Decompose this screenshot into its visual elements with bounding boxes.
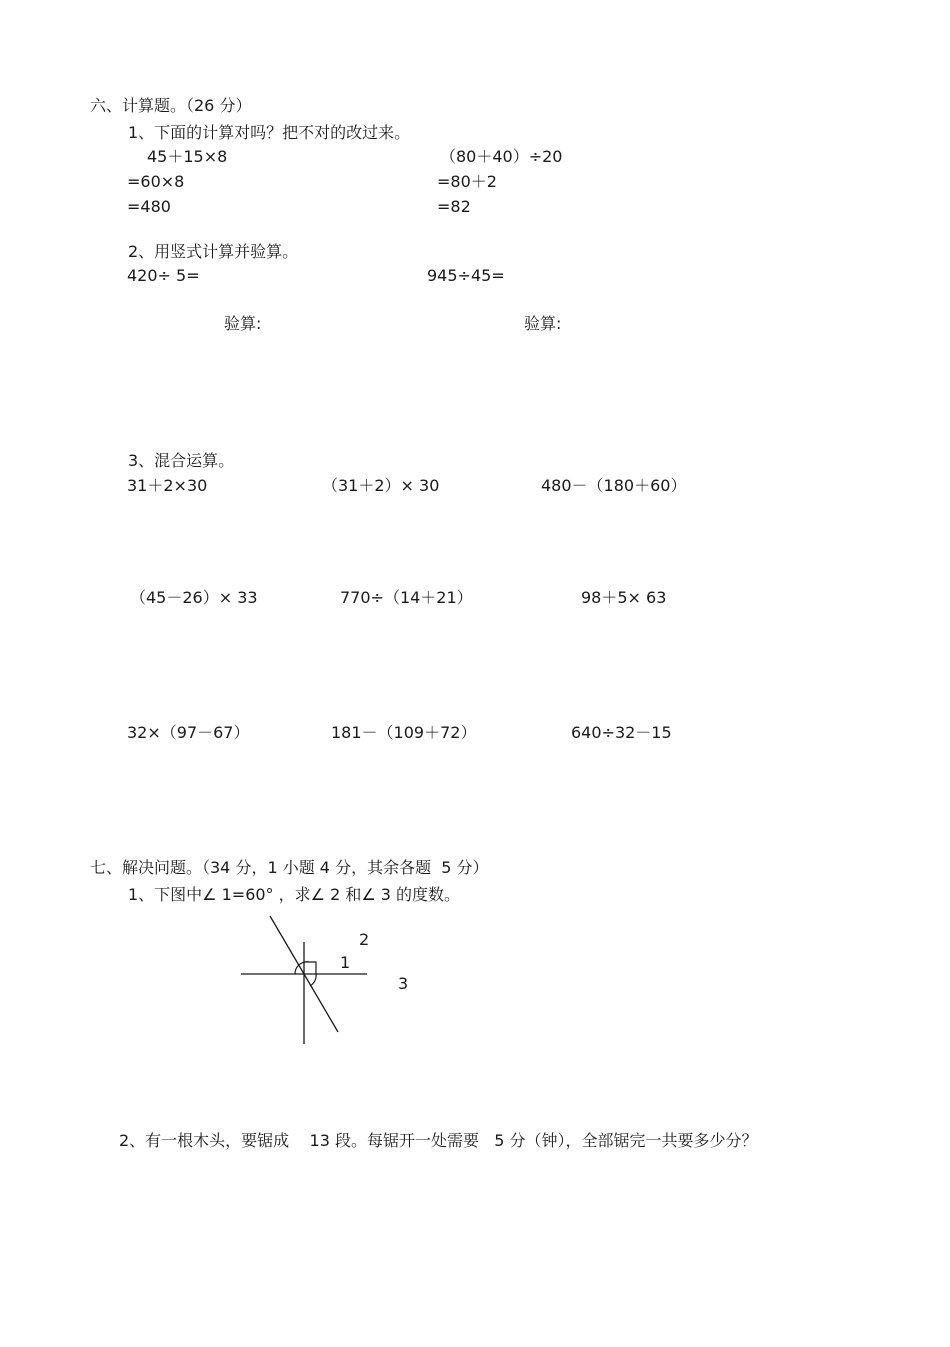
q3-r1-c1: 31＋2×30 — [127, 476, 208, 495]
q3-title: 3、混合运算。 — [128, 451, 235, 470]
s7-q2-title: 2、有一根木头，要锯成 13 段。每锯开一处需要 5 分（钟），全部锯完一共要多少分？ — [119, 1131, 758, 1150]
angle-label-2: 2 — [359, 930, 370, 949]
angle-label-3: 3 — [398, 974, 409, 993]
q1-left-line1: 45＋15×8 — [147, 147, 228, 166]
angle-label-1: 1 — [340, 953, 351, 972]
q2-expr2: 945÷45= — [427, 266, 505, 285]
q3-r1-c3: 480－（180＋60） — [541, 476, 687, 495]
section7-heading: 七、解决问题。（34 分，1 小题 4 分，其余各题 5 分） — [90, 858, 489, 877]
q3-r3-c2: 181－（109＋72） — [331, 723, 477, 742]
q3-r3-c1: 32×（97－67） — [127, 723, 250, 742]
angle-arc — [295, 962, 309, 974]
q1-left-line3: =480 — [127, 197, 171, 216]
q1-right-line2: =80＋2 — [437, 172, 497, 191]
angle-arc-lower — [310, 974, 316, 986]
q2-title: 2、用竖式计算并验算。 — [128, 242, 299, 261]
right-angle-mark — [304, 962, 316, 974]
q1-title: 1、下面的计算对吗？把不对的改过来。 — [128, 123, 411, 142]
q2-expr1: 420÷ 5= — [127, 266, 200, 285]
q2-check2: 验算: — [524, 314, 562, 333]
q3-r2-c1: （45－26）× 33 — [130, 588, 258, 607]
q3-r2-c3: 98＋5× 63 — [581, 588, 667, 607]
q2-check1: 验算: — [224, 314, 262, 333]
q3-r1-c2: （31＋2）× 30 — [322, 476, 440, 495]
q1-right-line1: （80＋40）÷20 — [440, 147, 563, 166]
q3-r2-c2: 770÷（14＋21） — [340, 588, 473, 607]
s7-q1-title: 1、下图中∠ 1=60° ，求∠ 2 和∠ 3 的度数。 — [128, 885, 461, 904]
section6-heading: 六、计算题。（26 分） — [90, 96, 252, 115]
q1-left-line2: =60×8 — [127, 172, 185, 191]
q3-r3-c3: 640÷32－15 — [571, 723, 672, 742]
q1-right-line3: =82 — [437, 197, 471, 216]
